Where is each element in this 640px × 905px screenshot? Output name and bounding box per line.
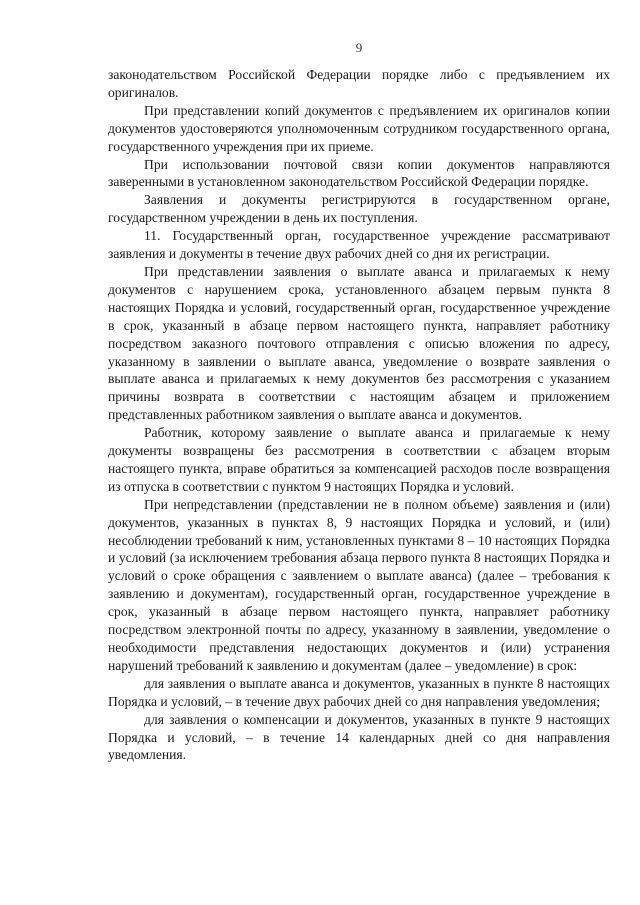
paragraph-3: При использовании почтовой связи копии документов направляются заверенными в установленном законодательством Российской Федерации порядке. — [108, 156, 610, 190]
paragraph-6: При представлении заявления о выплате аванса и прилагаемых к нему документов с нарушением срока, установленного абзацем первым пункта 8 настоящих Порядка и условий, государственный орган, государственное учреждение в срок, указанный в абзаце первом настоящего пункта, направляет работнику посредством заказного почтового отправления с описью вложения по адресу, указанному в заявлении о выплате аванса, уведомление о возврате заявления о выплате аванса и прилагаемых к нему документов без рассмотрения с указанием причины возврата в соответствии с настоящим абзацем и приложением представленных работником заявления о выплате аванса и документов. — [108, 263, 610, 423]
paragraph-7: Работник, которому заявление о выплате аванса и прилагаемые к нему документы возвращены без рассмотрения в соответствии с абзацем вторым настоящего пункта, вправе обратиться за компенсацией расходов после возвращения из отпуска в соответствии с пунктом 9 настоящих Порядка и условий. — [108, 425, 610, 494]
paragraph-5: 11. Государственный орган, государственное учреждение рассматривают заявления и документы в течение двух рабочих дней со дня их регистрации. — [108, 228, 610, 262]
paragraph-1: законодательством Российской Федерации порядке либо с предъявлением их оригиналов. — [108, 67, 610, 100]
paragraph-10: для заявления о компенсации и документов, указанных в пункте 9 настоящих Порядка и условий, – в течение 14 календарных дней со дня направления уведомления. — [108, 711, 610, 763]
paragraph-4: Заявления и документы регистрируются в государственном органе, государственном учреждении в день их поступления. — [108, 192, 610, 226]
paragraph-2: При представлении копий документов с предъявлением их оригиналов копии документов удостоверяются уполномоченным сотрудником государственного органа, государственного учреждения при их приеме. — [108, 102, 610, 154]
paragraph-8: При непредставлении (представлении не в полном объеме) заявления и (или) документов, указанных в пунктах 8, 9 настоящих Порядка и условий, и (или) несоблюдении требований к ним, установленных пунктами 8 – 10 настоящих Порядка и условий (за исключением требования абзаца первого пункта 8 настоящих Порядка и условий о сроке обращения с заявлением о выплате аванса) (далее – требования к заявлению и документам), государственный орган, государственное учреждение в срок, указанный в абзаце первом настоящего пункта, направляет работнику посредством электронной почты по адресу, указанному в заявлении, уведомление о необходимости представления недостающих документов и (или) устранения нарушений требований к заявлению и документам (далее – уведомление) в срок: — [108, 496, 610, 673]
paragraph-9: для заявления о выплате аванса и документов, указанных в пункте 8 настоящих Порядка и условий, – в течение двух рабочих дней со дня направления уведомления; — [108, 675, 610, 709]
page-number: 9 — [355, 40, 363, 55]
